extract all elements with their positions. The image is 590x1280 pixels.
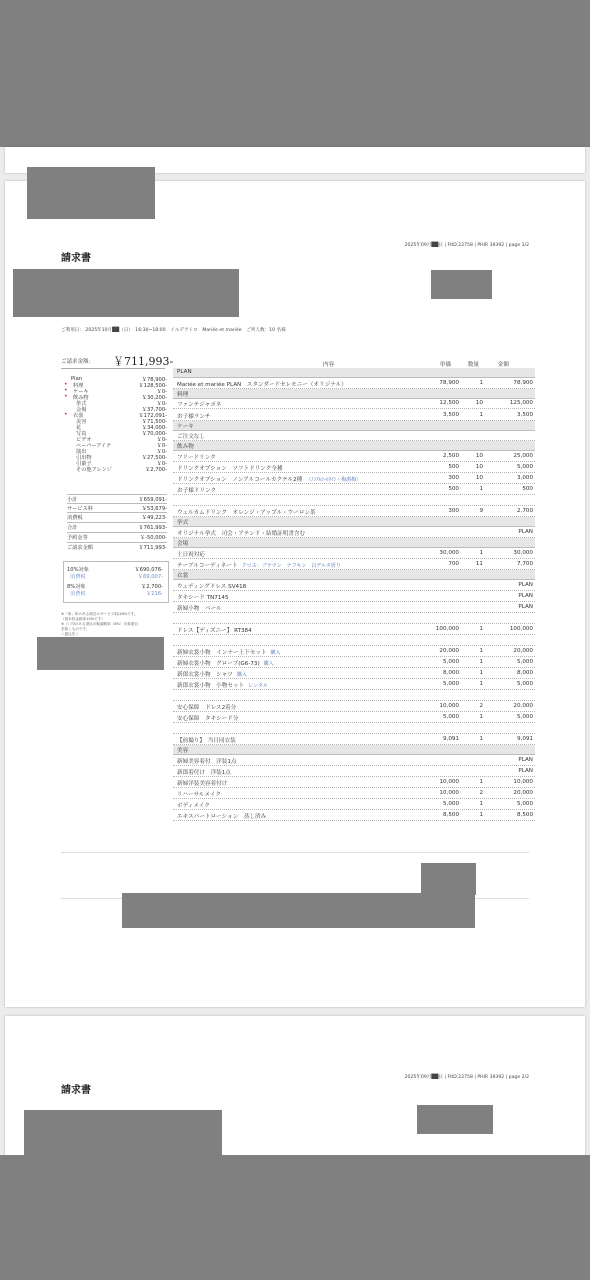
summary-item-value: ￥34,000-: [141, 425, 167, 431]
item-qty: 9: [479, 508, 483, 515]
summary-item-label: 演出: [76, 449, 87, 455]
item-name-text: 新郎衣裳小物 シャツ: [177, 671, 233, 678]
item-amount: 125,000: [509, 400, 533, 407]
item-qty: 1: [479, 714, 483, 721]
item-name-text: ドリンクオプション ソフトドリンク全種: [177, 466, 283, 473]
summary-item-value: ￥0-: [156, 461, 167, 467]
item-price: 30,000: [439, 549, 459, 556]
item-name-text: 新郎衣裳小物 小物セット: [177, 683, 245, 689]
header-meta-page-2: 2025年09月██日 | FtID.22758 | PHIR 39392 | page 2/2: [404, 1075, 529, 1080]
redacted-bank-info: [37, 637, 164, 670]
tax-row: [67, 590, 163, 596]
item-name-text: 土日祝対応: [177, 551, 205, 558]
item-price: 5,000: [442, 681, 459, 687]
summary-item-value: ￥0-: [156, 389, 167, 395]
item-note: 購入: [236, 671, 247, 678]
section-label: PLAN: [177, 369, 192, 375]
item-name: [177, 812, 266, 820]
invoice-page-1: [5, 181, 585, 1007]
table-section: [173, 517, 535, 527]
table-row: [173, 378, 535, 389]
item-name: [177, 508, 316, 516]
redacted-logo: [27, 167, 155, 219]
item-note: 購入: [270, 649, 281, 656]
summary-total-value: ￥-50,000-: [139, 535, 167, 541]
summary-item-label: 写真: [76, 431, 87, 437]
item-price: 500: [448, 486, 459, 493]
redacted-customer-name-2: [24, 1110, 222, 1160]
summary-item-label: ビデオ: [76, 437, 92, 443]
item-name: [177, 453, 216, 461]
section-label: 挙式: [177, 520, 189, 527]
table-row: [173, 657, 535, 668]
table-row: [173, 559, 535, 570]
item-name-text: 新婦衣裳小物 グローブ(G6-73): [177, 660, 260, 667]
header-item: 内容: [323, 362, 335, 368]
summary-item-value: ￥0-: [156, 449, 167, 455]
item-qty: 1: [479, 486, 483, 493]
table-row: [173, 810, 535, 821]
item-name-text: ファンテジャポネ: [177, 402, 222, 409]
section-label: 飲み物: [177, 444, 194, 451]
marker-dot-icon: •: [64, 381, 68, 388]
summary-item-value: ￥172,091-: [138, 413, 167, 419]
item-amount: PLAN: [518, 603, 533, 610]
item-note: （ﾉﾝｱﾙｺｰﾙﾜｲﾝ・梅酒梅）: [306, 477, 362, 484]
item-name: [177, 529, 305, 537]
summary-item-value: ￥0-: [156, 443, 167, 449]
summary-item-label: 引出物: [76, 455, 92, 461]
item-amount: 5,000: [516, 681, 533, 687]
note-line: を除くものです。: [61, 627, 90, 631]
top-overlay: [0, 0, 590, 147]
item-price: 5,000: [442, 658, 459, 665]
item-qty: 2: [479, 703, 483, 710]
item-amount: 78,900: [513, 379, 533, 386]
item-amount: 8,500: [516, 812, 533, 819]
item-name: [177, 648, 281, 656]
header-meta: 2025年09月██日 | FtID.22758 | PHIR 39392 | page 1/2: [404, 243, 529, 248]
table-row: [173, 451, 535, 462]
summary-total-value: ￥53,679-: [141, 506, 167, 512]
header-amount: 金額: [497, 362, 509, 368]
item-name-text: Mariée et mariée PLAN スタンダードセレモニー（オリジナル）: [177, 381, 347, 388]
summary-item-value: ￥78,900-: [141, 377, 167, 383]
summary-item-label: 美容: [76, 419, 87, 425]
table-row: [173, 527, 535, 538]
item-price: 78,900: [439, 379, 459, 386]
table-row: [173, 777, 535, 788]
item-name: [177, 400, 221, 408]
tax-value: ￥2,700-: [141, 584, 163, 590]
item-amount: 20,000: [513, 647, 533, 654]
section-label: 衣裳: [177, 572, 189, 579]
item-amount: 5,000: [516, 714, 533, 721]
item-qty: 2: [479, 790, 483, 797]
table-row: [173, 624, 535, 635]
item-name-text: オリジナル挙式 司会・アテンド・結婚証明書含む: [177, 531, 306, 537]
tax-label: 10%対象: [67, 567, 89, 573]
summary-item-label: その他アレンジ: [76, 467, 112, 473]
item-amount: 25,000: [513, 453, 533, 459]
item-note: レンタル: [248, 683, 268, 689]
item-amount: PLAN: [518, 581, 533, 588]
item-qty: 10: [475, 464, 483, 471]
section-label: 会場: [177, 541, 189, 548]
item-name-text: 【前撮り】 当日同衣装: [177, 738, 236, 745]
item-name-text: 新婦美容着付 洋装1点: [177, 759, 237, 765]
table-row: [173, 646, 535, 657]
tax-label: 消費税: [70, 574, 86, 580]
item-price: 3,500: [442, 411, 459, 418]
item-name: [177, 659, 274, 667]
summary-total-label: ご請求金額: [67, 545, 93, 551]
item-name-text: ウェルカムドリンク オレンジ・アップル・ウーロン茶: [177, 510, 316, 517]
section-label: 美容: [177, 748, 189, 755]
summary-item-value: ￥70,000-: [141, 431, 167, 437]
table-row: [173, 788, 535, 799]
item-name: [177, 779, 227, 787]
item-qty: 1: [479, 779, 483, 786]
item-amount: 5,000: [516, 801, 533, 808]
table-row: [173, 734, 535, 745]
total-amount: ￥711,993-: [113, 355, 174, 368]
table-row-blank: [173, 690, 535, 701]
tax-value: ￥69,007-: [137, 574, 163, 580]
item-name: [177, 801, 210, 809]
summary-item-label: Plan: [71, 376, 83, 382]
tax-row: [67, 566, 163, 572]
summary-total-row: [67, 522, 167, 531]
table-section: [173, 368, 535, 378]
item-amount: 9,091: [516, 736, 533, 743]
footer-rule: [61, 852, 529, 853]
marker-dot-icon: •: [64, 393, 68, 400]
table-row-blank: [173, 495, 535, 506]
table-row: [173, 701, 535, 712]
table-section: [173, 421, 535, 431]
item-qty: 10: [475, 453, 483, 459]
item-name-text: 新郎着付け 洋装1点: [177, 770, 231, 777]
table-row: [173, 712, 535, 723]
item-price: 10,000: [439, 779, 459, 786]
item-qty: 10: [475, 400, 483, 407]
item-name: [177, 550, 205, 558]
summary-item-value: ￥30,200-: [141, 395, 167, 401]
table-row: [173, 755, 535, 766]
summary-item-value: ￥128,500-: [138, 383, 167, 389]
summary-item-value: ￥0-: [156, 437, 167, 443]
summary-item-label: 飲み物: [73, 395, 89, 401]
summary-total-row: [67, 542, 167, 551]
summary-item-value: ￥37,700-: [141, 407, 167, 413]
tax-row: [67, 583, 163, 589]
item-amount: 500: [522, 486, 533, 493]
item-amount: PLAN: [518, 757, 533, 763]
item-amount: 10,000: [513, 779, 533, 786]
summary-total-value: ￥49,223-: [141, 515, 167, 521]
marker-dot-icon: •: [64, 387, 68, 394]
item-name: [177, 561, 341, 569]
bottom-overlay: [0, 1155, 590, 1280]
item-amount: PLAN: [518, 529, 533, 535]
summary-total-value: ￥711,993-: [138, 545, 167, 551]
item-qty: 1: [479, 625, 483, 632]
item-price: 10,000: [439, 703, 459, 710]
item-name: [177, 790, 221, 798]
item-name-text: ボディメイク: [177, 803, 210, 810]
total-label: ご請求金額：: [61, 359, 95, 365]
table-row: [173, 580, 535, 591]
item-name-text: 安心保障 タキシード分: [177, 716, 239, 723]
summary-total-row: [67, 494, 167, 503]
item-price: 300: [448, 508, 459, 515]
item-amount: 20,000: [513, 790, 533, 797]
table-row-blank: [173, 635, 535, 646]
summary-item-value: ￥0-: [156, 401, 167, 407]
tax-box: [63, 561, 169, 603]
item-name: [177, 412, 211, 420]
item-name-text: リハーサルメイク: [177, 792, 221, 799]
item-qty: 1: [479, 658, 483, 665]
note-line: ※（）印のある項目の軽減税率（8%）対象項目: [61, 622, 138, 626]
item-amount: PLAN: [518, 592, 533, 599]
summary-item: [67, 466, 167, 472]
summary-item-label: 衣裳: [73, 413, 84, 419]
summary-item-value: ￥2,700-: [145, 467, 167, 473]
item-name: [177, 380, 347, 388]
item-name-text: 安心保障 ドレス2着分: [177, 705, 237, 712]
summary-item-label: 花: [76, 425, 82, 431]
item-name: [177, 432, 205, 440]
item-name-text: 新婦小物 ベール: [177, 605, 222, 612]
item-amount: 7,700: [516, 560, 533, 567]
table-row-blank: [173, 723, 535, 734]
table-row: [173, 473, 535, 484]
table-section: [173, 389, 535, 399]
summary-total-label: 予約金等: [67, 535, 88, 541]
table-row: [173, 799, 535, 810]
item-qty: 1: [479, 669, 483, 676]
summary-total-value: ￥659,091-: [138, 497, 167, 503]
summary-item-value: ￥71,500-: [141, 419, 167, 425]
summary-total-value: ￥761,993-: [138, 525, 167, 531]
table-row: [173, 591, 535, 602]
table-section: [173, 441, 535, 451]
item-name-text: お子様ドリンク: [177, 488, 217, 495]
item-qty: 11: [475, 560, 483, 567]
summary-total-label: サービス料: [67, 506, 93, 512]
item-name: [177, 714, 238, 722]
redacted-stamp-2: [417, 1105, 493, 1134]
item-name-text: フリードリンク: [177, 455, 216, 461]
item-name: [177, 475, 361, 483]
item-qty: 1: [479, 736, 483, 743]
tax-value: ￥216-: [146, 591, 163, 597]
note-line: （基本料金税率10%です）: [61, 617, 105, 621]
item-amount: 30,000: [513, 549, 533, 556]
table-row: [173, 602, 535, 613]
item-name-text: ご注文なし: [177, 434, 205, 441]
item-price: 5,000: [442, 714, 459, 721]
item-name-text: 新婦衣裳小物 インナー上下セット: [177, 649, 267, 656]
table-section: [173, 570, 535, 580]
item-amount: 3,000: [516, 475, 533, 482]
invoice-page-2: [5, 1016, 585, 1176]
tax-row: [67, 573, 163, 579]
item-name: [177, 593, 229, 601]
tax-label: 消費税: [70, 591, 86, 597]
item-qty: 1: [479, 647, 483, 654]
table-row: [173, 766, 535, 777]
table-row: [173, 506, 535, 517]
item-name: [177, 604, 222, 612]
redacted-stamp: [431, 270, 492, 299]
item-amount: 2,700: [516, 508, 533, 515]
item-amount: PLAN: [518, 768, 533, 775]
item-qty: 1: [479, 801, 483, 808]
item-price: 500: [448, 464, 459, 471]
redacted-footer-1: [421, 863, 476, 895]
item-price: 9,091: [442, 736, 459, 743]
item-price: 5,000: [442, 801, 459, 808]
item-price: 20,000: [439, 647, 459, 654]
tax-label: 8%対象: [67, 584, 86, 590]
item-amount: 8,000: [516, 669, 533, 676]
summary-item-value: ￥27,500-: [141, 455, 167, 461]
item-price: 100,000: [435, 625, 459, 632]
item-price: 8,000: [442, 669, 459, 676]
invoice-title-page-2: 請求書: [61, 1085, 91, 1096]
marker-dot-icon: •: [64, 411, 68, 418]
redacted-customer-name: [13, 269, 239, 317]
item-name: [177, 768, 231, 776]
section-label: 料理: [177, 391, 189, 398]
summary-item-label: ペーパーアイテ: [76, 443, 112, 449]
item-name-text: ドリンクオプション ノンアルコールカクテル2種: [177, 477, 303, 484]
item-name: [177, 582, 246, 590]
item-name: [177, 486, 216, 494]
tax-value: ￥690,076-: [134, 567, 163, 573]
item-amount: 20,000: [513, 703, 533, 710]
item-price: 12,500: [439, 400, 459, 407]
item-price: 10,000: [439, 790, 459, 797]
summary-item-label: 挙式: [76, 401, 87, 407]
item-amount: 3,500: [516, 411, 533, 418]
item-qty: 1: [479, 379, 483, 386]
item-name-text: テーブルコーディネート: [177, 562, 238, 569]
header-qty: 数量: [467, 362, 479, 368]
item-qty: 1: [479, 411, 483, 418]
item-amount: 5,000: [516, 658, 533, 665]
table-row: [173, 679, 535, 690]
item-note: クロス：ブラウン ナフキン 白デルタ折り: [241, 562, 341, 569]
table-row: [173, 548, 535, 559]
section-label: ケーキ: [177, 423, 194, 430]
summary-total-row: [67, 532, 167, 541]
item-name-text: エキスパートローション 蒸し済み: [177, 814, 267, 821]
summary-item-label: 料理: [73, 383, 84, 389]
item-name: [177, 757, 237, 765]
table-section: [173, 745, 535, 755]
item-amount: 100,000: [509, 625, 533, 632]
summary-item-label: 引菓子: [76, 461, 92, 467]
table-row-blank: [173, 613, 535, 624]
item-name: [177, 703, 236, 711]
item-name: [177, 464, 283, 472]
summary-total-row: [67, 512, 167, 521]
item-price: 2,500: [442, 453, 459, 459]
table-row: [173, 430, 535, 441]
total-underline: [61, 368, 165, 369]
item-amount: 5,000: [516, 464, 533, 471]
item-qty: 1: [479, 549, 483, 556]
table-row: [173, 462, 535, 473]
item-name-text: 新婦洋装美容着付け: [177, 781, 228, 788]
summary-item-label: ケーキ: [73, 389, 89, 395]
note-line: ＜振込先＞: [61, 632, 79, 636]
item-name: [177, 681, 268, 689]
note-line: ※「単」印のある項目のサービス料は8%です。: [61, 612, 138, 616]
item-qty: 10: [475, 475, 483, 482]
table-section: [173, 538, 535, 548]
table-row: [173, 484, 535, 495]
item-name: [177, 626, 252, 634]
item-qty: 1: [479, 681, 483, 687]
item-name: [177, 736, 236, 744]
item-name-text: お子様ランチ: [177, 413, 211, 420]
summary-item-label: 会場: [76, 407, 87, 413]
invoice-title: 請求書: [61, 253, 91, 264]
item-name-text: タキシード TN7145: [177, 594, 229, 601]
event-info: ご利用日： 2025年10月██（日） 16:30~18:00 イルデアトロ Mariée et mariée ご列人数：10 名様: [61, 328, 286, 333]
header-price: 単価: [439, 362, 451, 368]
item-name-text: ウェディングドレス SV418: [177, 583, 247, 590]
table-row: [173, 398, 535, 409]
item-name-text: ドレス【ディズニー】 RT384: [177, 627, 252, 634]
item-price: 8,500: [442, 812, 459, 819]
table-row: [173, 410, 535, 421]
item-note: 購入: [263, 660, 274, 667]
item-name: [177, 670, 247, 678]
summary-total-row: [67, 503, 167, 512]
summary-total-label: 合計: [67, 525, 78, 531]
table-row: [173, 668, 535, 679]
item-price: 300: [448, 475, 459, 482]
item-price: 700: [448, 560, 459, 567]
redacted-footer-2: [122, 893, 475, 928]
summary-total-label: 小計: [67, 497, 78, 503]
summary-total-label: 消費税: [67, 515, 83, 521]
item-qty: 1: [479, 812, 483, 819]
